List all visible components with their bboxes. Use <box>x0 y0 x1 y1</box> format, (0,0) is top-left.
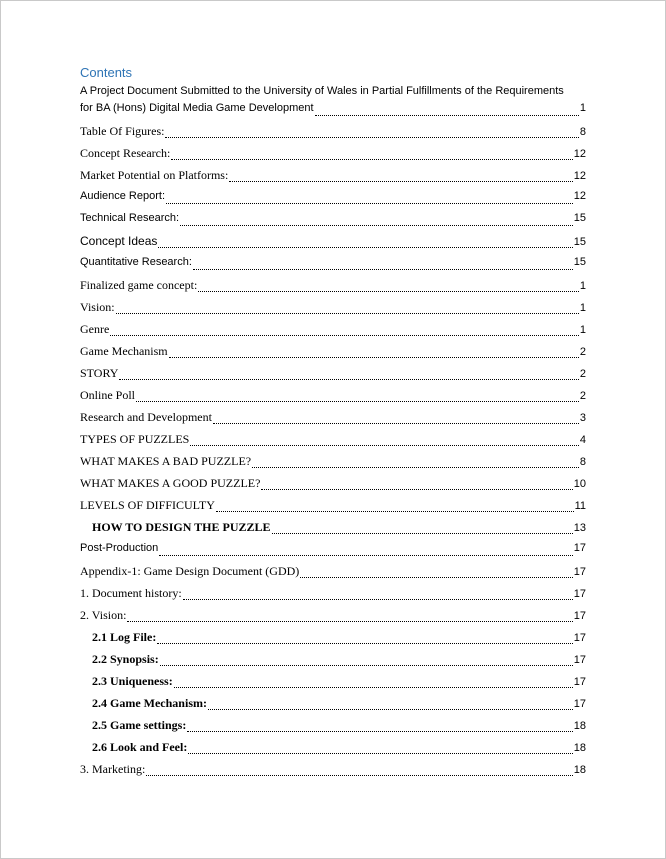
toc-entry[interactable] <box>80 542 586 560</box>
toc-entry-label: WHAT MAKES A GOOD PUZZLE? <box>80 476 261 490</box>
toc-entry-label: STORY <box>80 366 119 380</box>
toc-entry-page: 10 <box>573 478 586 490</box>
toc-entry-page: 18 <box>573 742 586 754</box>
toc-entry-label: WHAT MAKES A BAD PUZZLE? <box>80 454 252 468</box>
toc-entry-label: Concept Ideas <box>80 234 158 248</box>
toc-entry-page: 2 <box>579 390 586 402</box>
toc-entry-label: HOW TO DESIGN THE PUZZLE <box>92 520 271 534</box>
dot-leader <box>315 115 579 116</box>
toc-entry-page: 15 <box>573 212 586 224</box>
toc-entry[interactable] <box>80 652 586 670</box>
toc-entry-label: Technical Research: <box>80 212 180 224</box>
dot-leader <box>216 511 574 512</box>
dot-leader <box>174 687 573 688</box>
toc-entry-title-line1[interactable]: A Project Document Submitted to the University of Wales in Partial Fulfillments of the Requirements <box>80 85 564 97</box>
toc-entry[interactable] <box>80 696 586 714</box>
toc-entry[interactable] <box>80 564 586 582</box>
toc-entry-page: 15 <box>573 256 586 268</box>
dot-leader <box>252 467 579 468</box>
dot-leader <box>110 335 579 336</box>
toc-entry-label: Research and Development <box>80 410 212 424</box>
dot-leader <box>171 159 572 160</box>
toc-entry-label: 1. Document history: <box>80 586 182 600</box>
toc-entry-page: 15 <box>573 236 586 248</box>
toc-entry-page: 1 <box>579 302 586 314</box>
toc-entry-page: 8 <box>579 126 586 138</box>
dot-leader <box>187 731 572 732</box>
toc-entry[interactable] <box>80 476 586 494</box>
toc-entry-page: 17 <box>573 588 586 600</box>
dot-leader <box>165 137 578 138</box>
dot-leader <box>180 225 573 226</box>
dot-leader <box>158 247 572 248</box>
contents-heading: Contents <box>80 65 133 80</box>
toc-entry-label: Genre <box>80 322 110 336</box>
toc-entry-label: Post-Production <box>80 542 159 554</box>
toc-entry[interactable] <box>80 762 586 780</box>
toc-entry-page: 18 <box>573 764 586 776</box>
toc-entry-label: Quantitative Research: <box>80 256 192 268</box>
dot-leader <box>127 621 572 622</box>
toc-entry[interactable] <box>80 388 586 406</box>
dot-leader <box>193 269 573 270</box>
toc-entry-label: for BA (Hons) Digital Media Game Development <box>80 102 314 114</box>
toc-entry-label: 2.4 Game Mechanism: <box>92 696 207 710</box>
toc-entry-label: 2. Vision: <box>80 608 127 622</box>
toc-entry-label: 2.6 Look and Feel: <box>92 740 188 754</box>
dot-leader <box>183 599 573 600</box>
dot-leader <box>188 753 572 754</box>
toc-entry-page: 8 <box>579 456 586 468</box>
dot-leader <box>159 555 572 556</box>
dot-leader <box>198 291 579 292</box>
dot-leader <box>157 643 572 644</box>
toc-entry-page: 1 <box>579 102 586 114</box>
toc-entry[interactable] <box>80 212 586 230</box>
toc-entry[interactable] <box>80 322 586 340</box>
toc-entry[interactable] <box>80 586 586 604</box>
toc-entry[interactable] <box>80 674 586 692</box>
toc-entry-page: 12 <box>573 190 586 202</box>
toc-entry-label: Vision: <box>80 300 115 314</box>
toc-entry-page: 17 <box>573 566 586 578</box>
toc-entry[interactable] <box>80 256 586 274</box>
dot-leader <box>146 775 572 776</box>
toc-entry-label: 2.5 Game settings: <box>92 718 187 732</box>
toc-entry-label: 2.2 Synopsis: <box>92 652 159 666</box>
dot-leader <box>166 203 573 204</box>
dot-leader <box>208 709 573 710</box>
toc-entry[interactable] <box>80 146 586 164</box>
dot-leader <box>160 665 573 666</box>
toc-entry-page: 17 <box>573 676 586 688</box>
toc-entry-page: 2 <box>579 368 586 380</box>
toc-entry[interactable] <box>80 454 586 472</box>
toc-entry-label: 3. Marketing: <box>80 762 146 776</box>
toc-entry[interactable] <box>80 432 586 450</box>
toc-entry-page: 2 <box>579 346 586 358</box>
toc-entry-label: Finalized game concept: <box>80 278 198 292</box>
toc-entry-label: Game Mechanism <box>80 344 168 358</box>
toc-entry-title[interactable] <box>80 102 586 120</box>
toc-entry-page: 1 <box>579 324 586 336</box>
toc-entry-page: 17 <box>573 610 586 622</box>
toc-entry[interactable] <box>80 740 586 758</box>
toc-entry[interactable] <box>80 718 586 736</box>
dot-leader <box>272 533 573 534</box>
dot-leader <box>169 357 579 358</box>
toc-entry-page: 12 <box>573 170 586 182</box>
dot-leader <box>261 489 572 490</box>
toc-entry[interactable] <box>80 278 586 296</box>
toc-entry[interactable] <box>80 300 586 318</box>
dot-leader <box>229 181 572 182</box>
dot-leader <box>119 379 578 380</box>
toc-entry-page: 13 <box>573 522 586 534</box>
toc-entry[interactable] <box>80 168 586 186</box>
toc-entry-label: Market Potential on Platforms: <box>80 168 229 182</box>
dot-leader <box>116 313 579 314</box>
toc-entry-page: 11 <box>574 500 586 512</box>
toc-entry-label: TYPES OF PUZZLES <box>80 432 190 446</box>
toc-entry-label: 2.3 Uniqueness: <box>92 674 173 688</box>
toc-entry-page: 4 <box>579 434 586 446</box>
toc-entry-page: 3 <box>579 412 586 424</box>
toc-entry[interactable] <box>80 366 586 384</box>
toc-entry-label: 2.1 Log File: <box>92 630 157 644</box>
toc-entry-label: Appendix-1: Game Design Document (GDD) <box>80 564 300 578</box>
toc-entry[interactable] <box>80 234 586 252</box>
toc-entry[interactable] <box>80 520 586 538</box>
dot-leader <box>136 401 579 402</box>
toc-entry[interactable] <box>80 410 586 428</box>
toc-entry-page: 17 <box>573 654 586 666</box>
toc-entry[interactable] <box>80 630 586 648</box>
toc-entry[interactable] <box>80 498 586 516</box>
dot-leader <box>190 445 579 446</box>
toc-entry-label: Audience Report: <box>80 190 165 202</box>
toc-entry-page: 1 <box>579 280 586 292</box>
toc-entry-page: 17 <box>573 698 586 710</box>
toc-entry-page: 18 <box>573 720 586 732</box>
toc-entry-label: Table Of Figures: <box>80 124 165 138</box>
toc-entry-page: 12 <box>573 148 586 160</box>
toc-entry[interactable] <box>80 344 586 362</box>
toc-entry[interactable] <box>80 608 586 626</box>
toc-entry-label: Online Poll <box>80 388 136 402</box>
toc-entry-label: LEVELS OF DIFFICULTY <box>80 498 215 512</box>
toc-entry-page: 17 <box>573 632 586 644</box>
toc-entry[interactable] <box>80 190 586 208</box>
toc-entry[interactable] <box>80 124 586 142</box>
toc-entry-page: 17 <box>573 542 586 554</box>
dot-leader <box>300 577 572 578</box>
dot-leader <box>213 423 579 424</box>
toc-entry-label: Concept Research: <box>80 146 171 160</box>
